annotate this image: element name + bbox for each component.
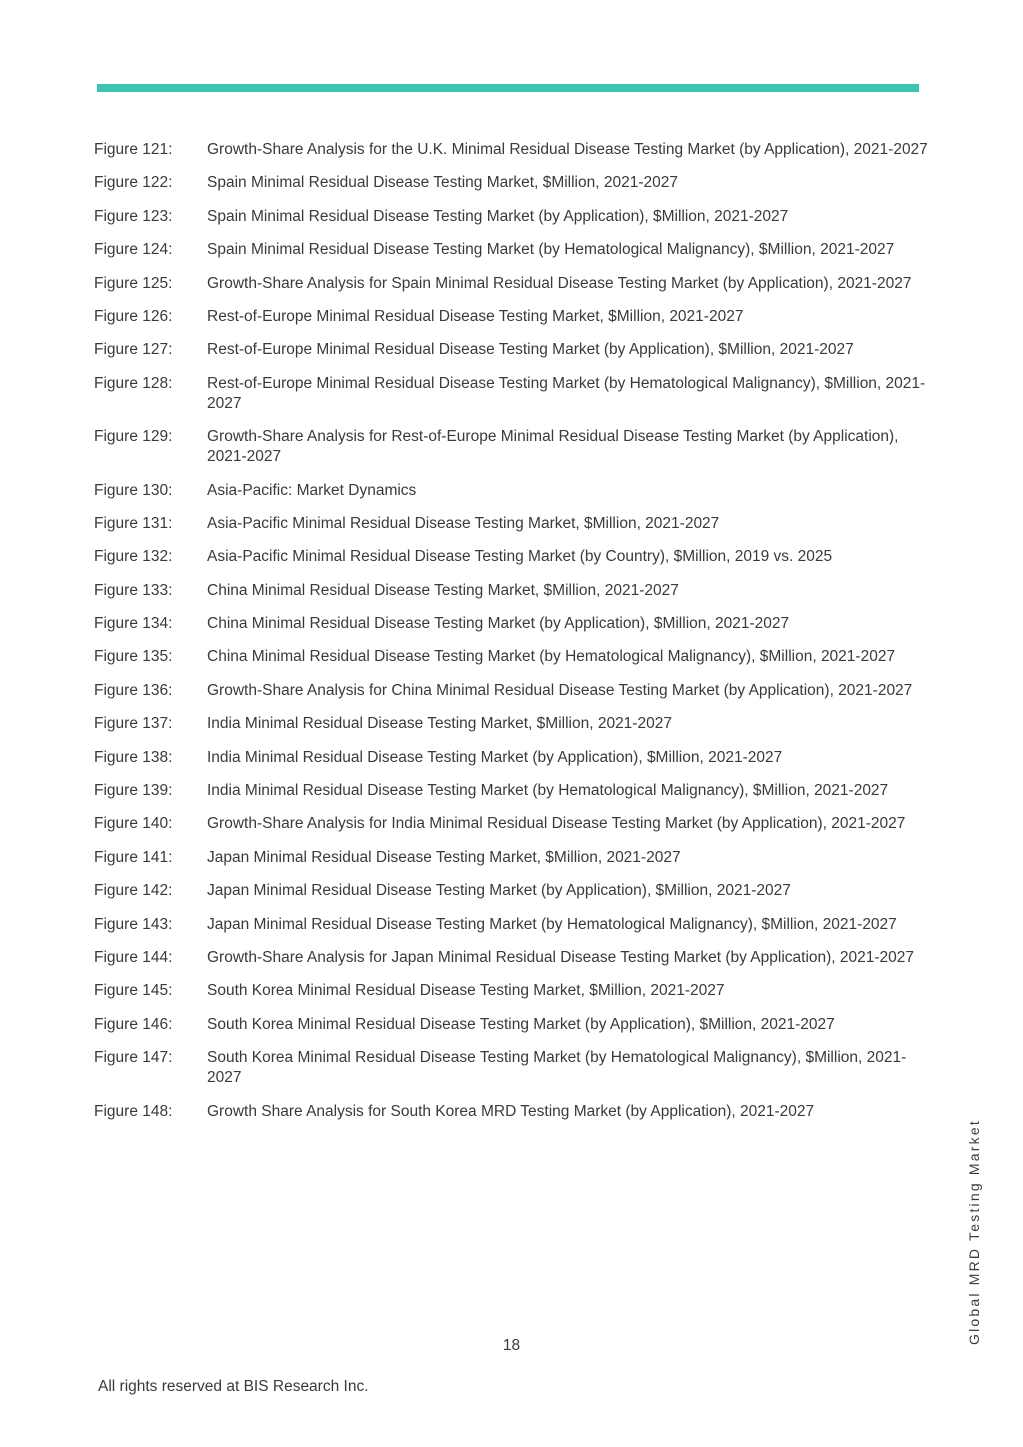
list-item: [94, 1015, 934, 1035]
list-item: [94, 781, 934, 801]
figure-number: Figure 144:: [94, 948, 173, 966]
figure-title: Asia-Pacific Minimal Residual Disease Testing Market (by Country), $Million, 2019 vs. 2025: [207, 548, 833, 566]
figure-title: Spain Minimal Residual Disease Testing Market (by Application), $Million, 2021-2027: [207, 207, 789, 225]
figure-number: Figure 143:: [94, 915, 173, 933]
figure-title: South Korea Minimal Residual Disease Testing Market (by Hematological Malignancy), $Million, 2021-2027: [207, 1049, 907, 1087]
list-item: [94, 173, 934, 193]
figure-number: Figure 138:: [94, 748, 173, 766]
list-item: [94, 748, 934, 768]
figure-number: Figure 131:: [94, 514, 173, 532]
list-item: [94, 307, 934, 327]
figure-title: Growth-Share Analysis for India Minimal Residual Disease Testing Market (by Application), 2021-2027: [207, 815, 906, 833]
figure-number: Figure 148:: [94, 1102, 173, 1120]
list-item: [94, 614, 934, 634]
figure-title: Growth-Share Analysis for Rest-of-Europe Minimal Residual Disease Testing Market (by Application), 2021-2027: [207, 428, 899, 466]
figure-title: Japan Minimal Residual Disease Testing Market (by Hematological Malignancy), $Million, 2021-2027: [207, 915, 897, 933]
figure-number: Figure 121:: [94, 141, 173, 158]
header-accent-bar: [97, 84, 919, 92]
list-item: [94, 981, 934, 1001]
side-report-title: Global MRD Testing Market: [966, 1119, 982, 1345]
figure-title: Rest-of-Europe Minimal Residual Disease Testing Market (by Hematological Malignancy), $Million, 2021-2027: [207, 374, 926, 412]
figure-title: Growth-Share Analysis for the U.K. Minimal Residual Disease Testing Market (by Application), 2021-2027: [207, 141, 928, 158]
figure-number: Figure 127:: [94, 341, 173, 359]
figure-title: Rest-of-Europe Minimal Residual Disease Testing Market (by Application), $Million, 2021-2027: [207, 341, 854, 359]
list-item: [94, 647, 934, 667]
list-item: [94, 514, 934, 534]
figure-title: Growth Share Analysis for South Korea MRD Testing Market (by Application), 2021-2027: [207, 1102, 815, 1120]
footer-copyright: All rights reserved at BIS Research Inc.: [98, 1378, 369, 1395]
figure-number: Figure 128:: [94, 374, 173, 392]
list-item: [94, 547, 934, 567]
figure-number: Figure 122:: [94, 174, 173, 192]
figure-number: Figure 123:: [94, 207, 173, 225]
figure-number: Figure 146:: [94, 1015, 173, 1033]
page-number: 18: [502, 1337, 521, 1354]
figure-number: Figure 136:: [94, 681, 173, 699]
figure-number: Figure 140:: [94, 815, 173, 833]
list-item: [94, 240, 934, 260]
list-item: [94, 1048, 934, 1088]
figure-title: Japan Minimal Residual Disease Testing Market, $Million, 2021-2027: [207, 848, 681, 866]
list-item: [94, 581, 934, 601]
figure-number: Figure 130:: [94, 481, 173, 499]
figure-title: Growth-Share Analysis for Spain Minimal Residual Disease Testing Market (by Application), 2021-2027: [207, 274, 912, 292]
figure-title: Spain Minimal Residual Disease Testing Market, $Million, 2021-2027: [207, 174, 678, 192]
figure-title: Growth-Share Analysis for Japan Minimal Residual Disease Testing Market (by Application), 2021-2027: [207, 948, 915, 966]
list-item: [94, 427, 934, 467]
figure-number: Figure 145:: [94, 982, 173, 1000]
figure-title: Growth-Share Analysis for China Minimal Residual Disease Testing Market (by Application), 2021-2027: [207, 681, 913, 699]
figure-title: South Korea Minimal Residual Disease Testing Market, $Million, 2021-2027: [207, 982, 725, 1000]
figure-title: Rest-of-Europe Minimal Residual Disease Testing Market, $Million, 2021-2027: [207, 307, 744, 325]
figure-title: Asia-Pacific: Market Dynamics: [207, 481, 417, 499]
list-item: [94, 374, 934, 414]
figure-title: Asia-Pacific Minimal Residual Disease Testing Market, $Million, 2021-2027: [207, 514, 720, 532]
list-item: [94, 140, 934, 160]
figure-number: Figure 129:: [94, 428, 173, 446]
figure-title: China Minimal Residual Disease Testing Market (by Hematological Malignancy), $Million, 2021-2027: [207, 648, 896, 666]
figure-number: Figure 142:: [94, 882, 173, 900]
figure-title: India Minimal Residual Disease Testing Market (by Hematological Malignancy), $Million, 2021-2027: [207, 782, 889, 800]
figure-number: Figure 126:: [94, 307, 173, 325]
list-item: [94, 848, 934, 868]
list-item: [94, 681, 934, 701]
figure-number: Figure 147:: [94, 1049, 173, 1067]
list-of-figures: [94, 140, 934, 1135]
list-item: [94, 948, 934, 968]
figure-number: Figure 125:: [94, 274, 173, 292]
list-item: [94, 207, 934, 227]
figure-title: India Minimal Residual Disease Testing Market (by Application), $Million, 2021-2027: [207, 748, 783, 766]
list-item: [94, 274, 934, 294]
figure-number: Figure 139:: [94, 782, 173, 800]
figure-number: Figure 133:: [94, 581, 173, 599]
list-item: [94, 1102, 934, 1122]
list-item: [94, 915, 934, 935]
figure-title: China Minimal Residual Disease Testing Market, $Million, 2021-2027: [207, 581, 679, 599]
figure-number: Figure 141:: [94, 848, 173, 866]
list-item: [94, 881, 934, 901]
figure-number: Figure 132:: [94, 548, 173, 566]
figure-title: Japan Minimal Residual Disease Testing Market (by Application), $Million, 2021-2027: [207, 882, 791, 900]
list-item: [94, 714, 934, 734]
figure-title: Spain Minimal Residual Disease Testing Market (by Hematological Malignancy), $Million, 2021-2027: [207, 241, 895, 259]
figure-number: Figure 135:: [94, 648, 173, 666]
list-item: [94, 340, 934, 360]
figure-number: Figure 137:: [94, 715, 173, 733]
list-item: [94, 814, 934, 834]
list-item: [94, 481, 934, 501]
figure-number: Figure 124:: [94, 241, 173, 259]
figure-title: India Minimal Residual Disease Testing Market, $Million, 2021-2027: [207, 715, 672, 733]
figure-title: China Minimal Residual Disease Testing Market (by Application), $Million, 2021-2027: [207, 615, 790, 633]
figure-title: South Korea Minimal Residual Disease Testing Market (by Application), $Million, 2021-2027: [207, 1015, 835, 1033]
figure-number: Figure 134:: [94, 615, 173, 633]
